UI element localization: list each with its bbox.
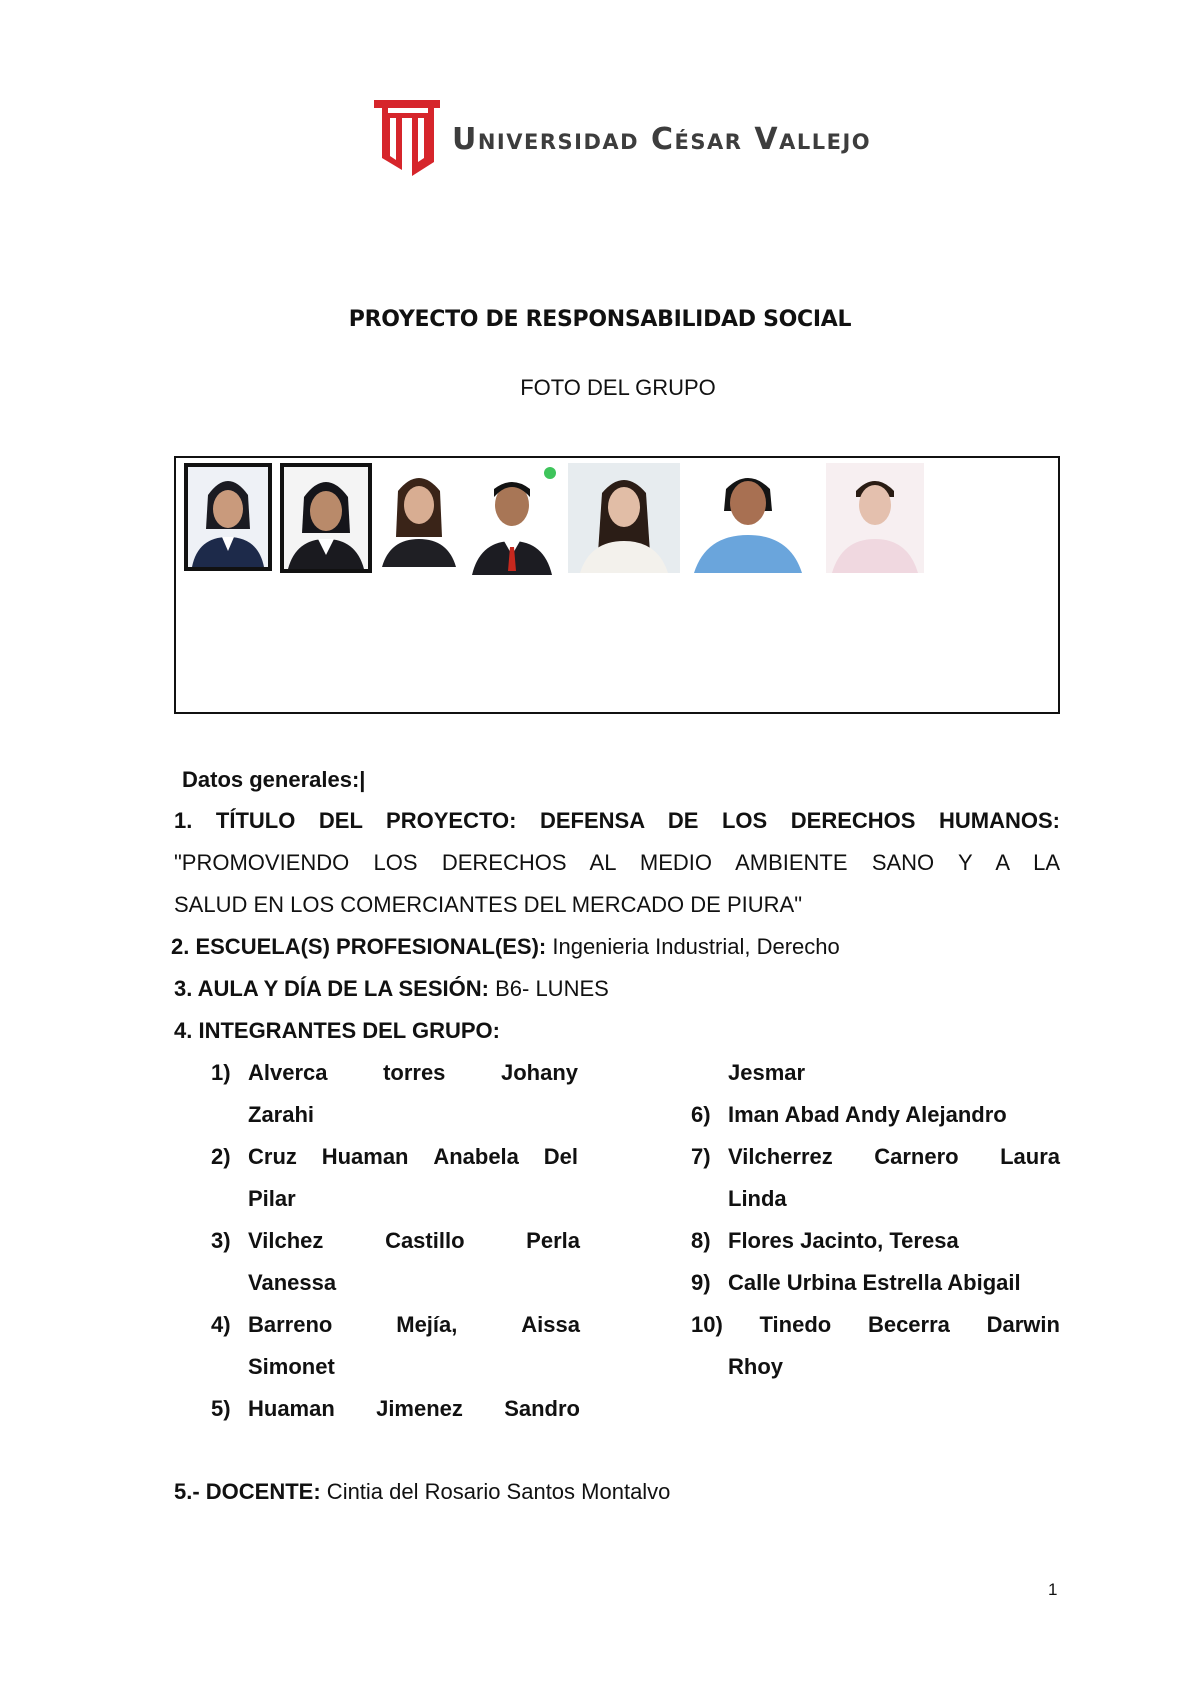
member-2-line1 bbox=[248, 1144, 578, 1170]
item2-label: 2. ESCUELA(S) PROFESIONAL(ES): bbox=[171, 934, 547, 959]
member-10-word: Becerra bbox=[867, 1312, 950, 1337]
member-2-word: Huaman bbox=[321, 1144, 409, 1169]
member-4-word: Mejía, bbox=[396, 1312, 458, 1337]
member-8-num: 8) bbox=[691, 1228, 711, 1253]
member-photo-4 bbox=[466, 463, 558, 575]
item5-label: 5.- DOCENTE: bbox=[174, 1479, 321, 1504]
member-7-line1 bbox=[728, 1144, 1060, 1170]
member-2-word: Cruz bbox=[248, 1144, 297, 1169]
member-7-line2: Linda bbox=[728, 1186, 787, 1211]
member-5-num: 5) bbox=[211, 1396, 231, 1421]
item3-value: B6- LUNES bbox=[488, 976, 609, 1001]
item5-value: Cintia del Rosario Santos Montalvo bbox=[320, 1479, 671, 1504]
member-5-word: Sandro bbox=[504, 1396, 580, 1421]
university-name: Universidad César Vallejo bbox=[452, 122, 872, 157]
member-4-num: 4) bbox=[211, 1312, 231, 1337]
item3 bbox=[174, 976, 609, 1002]
member-4-line1 bbox=[248, 1312, 580, 1338]
document-title: PROYECTO DE RESPONSABILIDAD SOCIAL bbox=[348, 307, 852, 332]
page-number: 1 bbox=[1048, 1580, 1058, 1599]
item1-label: 1. TÍTULO DEL PROYECTO: DEFENSA DE LOS DERECHOS HUMANOS: bbox=[174, 808, 1060, 833]
member-1-word: Alverca bbox=[248, 1060, 328, 1085]
item5 bbox=[174, 1479, 670, 1505]
member-6-text: Iman Abad Andy Alejandro bbox=[728, 1102, 1007, 1127]
member-3-word: Castillo bbox=[385, 1228, 465, 1253]
member-2-line2: Pilar bbox=[248, 1186, 296, 1211]
member-1-word: Johany bbox=[500, 1060, 578, 1085]
item4-label: 4. INTEGRANTES DEL GRUPO: bbox=[174, 1018, 500, 1043]
member-4-line2: Simonet bbox=[248, 1354, 335, 1379]
member-7-word: Vilcherrez bbox=[728, 1144, 833, 1169]
member-8-text: Flores Jacinto, Teresa bbox=[728, 1228, 959, 1253]
member-10-word: 10) bbox=[691, 1312, 723, 1337]
item1-line2: "PROMOVIENDO LOS DERECHOS AL MEDIO AMBIENTE SANO Y A LA bbox=[174, 850, 1060, 875]
member-1-line1 bbox=[248, 1060, 578, 1086]
member-3-line2: Vanessa bbox=[248, 1270, 337, 1295]
member-10-word: Darwin bbox=[986, 1312, 1060, 1337]
member-photo-1 bbox=[184, 463, 272, 571]
member-3-word: Perla bbox=[526, 1228, 580, 1253]
member-2-word: Anabela bbox=[433, 1144, 519, 1169]
member-7-word: Laura bbox=[1000, 1144, 1060, 1169]
member-photo-3 bbox=[376, 463, 462, 567]
member-7-num: 7) bbox=[691, 1144, 711, 1169]
member-2-word: Del bbox=[543, 1144, 578, 1169]
member-6-num: 6) bbox=[691, 1102, 711, 1127]
member-photo-2 bbox=[280, 463, 372, 573]
member-10-line2: Rhoy bbox=[728, 1354, 783, 1379]
item2-value: Ingenieria Industrial, Derecho bbox=[546, 934, 840, 959]
member-9-text: Calle Urbina Estrella Abigail bbox=[728, 1270, 1021, 1295]
member-2-num: 2) bbox=[211, 1144, 231, 1169]
member-5-word: Jimenez bbox=[376, 1396, 463, 1421]
member-5-line1 bbox=[248, 1396, 580, 1422]
member-1-line2: Zarahi bbox=[248, 1102, 315, 1127]
group-photo-box bbox=[174, 456, 1060, 714]
member-photo-5 bbox=[568, 463, 680, 573]
member-7-word: Carnero bbox=[874, 1144, 959, 1169]
member-photo-6 bbox=[688, 463, 808, 573]
member-9-num: 9) bbox=[691, 1270, 711, 1295]
member-5-continuation: Jesmar bbox=[728, 1060, 806, 1085]
member-5-word: Huaman bbox=[248, 1396, 335, 1421]
member-3-word: Vilchez bbox=[248, 1228, 324, 1253]
item3-label: 3. AULA Y DÍA DE LA SESIÓN: bbox=[174, 976, 489, 1001]
datos-heading: Datos generales:| bbox=[182, 767, 366, 792]
member-3-num: 3) bbox=[211, 1228, 231, 1253]
member-4-word: Aissa bbox=[521, 1312, 580, 1337]
member-4-word: Barreno bbox=[248, 1312, 333, 1337]
member-3-line1 bbox=[248, 1228, 580, 1254]
member-1-num: 1) bbox=[211, 1060, 231, 1085]
photo-label: FOTO DEL GRUPO bbox=[520, 375, 716, 400]
item2 bbox=[171, 934, 840, 960]
member-10-line1 bbox=[691, 1312, 1060, 1338]
member-photo-7 bbox=[826, 463, 924, 573]
university-logo bbox=[372, 96, 872, 182]
member-1-word: torres bbox=[383, 1060, 446, 1085]
member-10-word: Tinedo bbox=[759, 1312, 832, 1337]
university-shield-icon bbox=[372, 96, 442, 176]
item1-line3: SALUD EN LOS COMERCIANTES DEL MERCADO DE PIURA" bbox=[174, 892, 802, 917]
